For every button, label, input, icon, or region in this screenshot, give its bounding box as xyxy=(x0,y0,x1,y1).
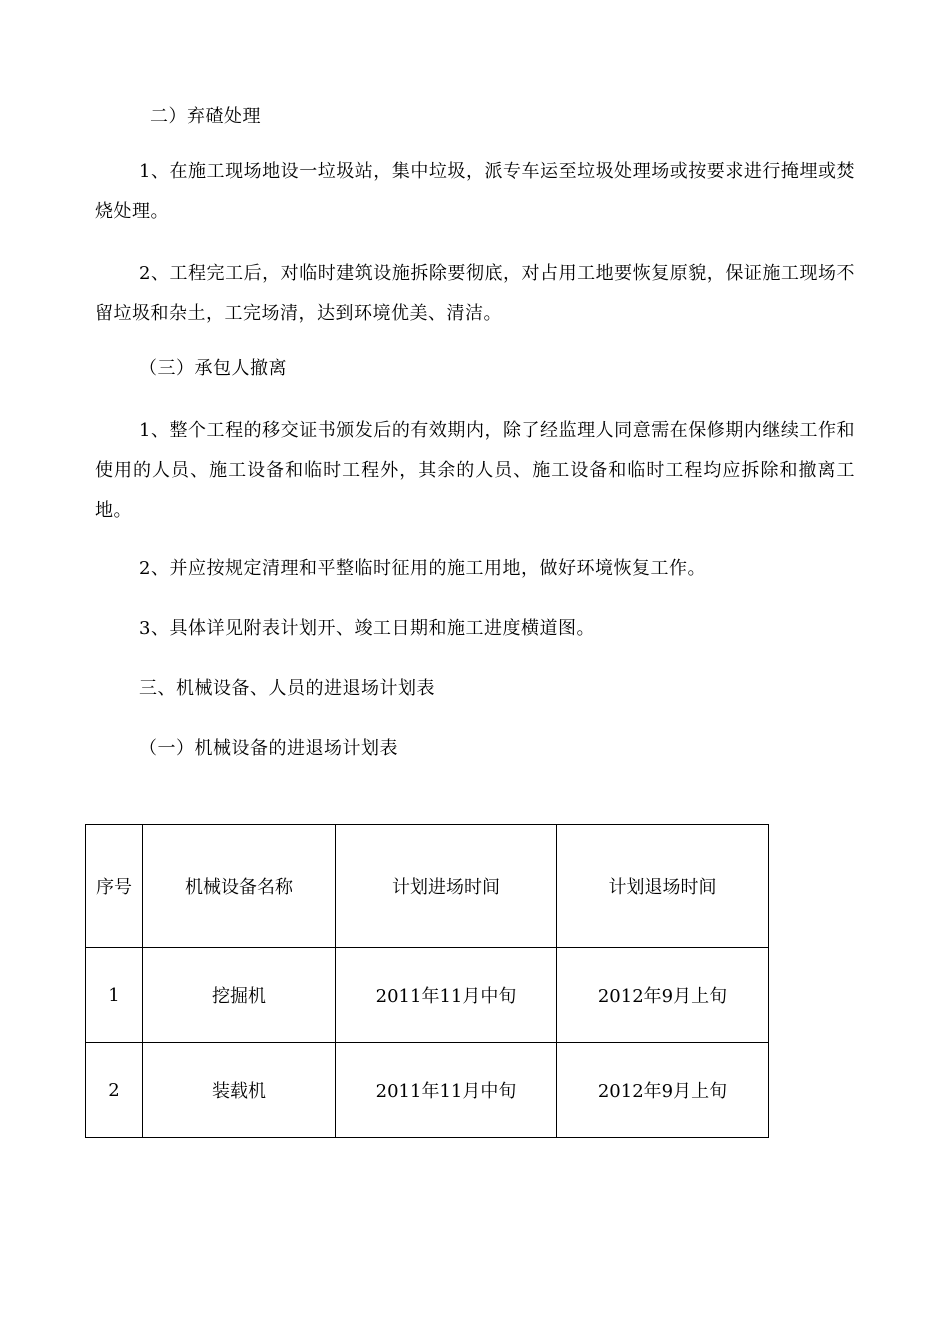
cell-exit-time: 2012年9月上旬 xyxy=(557,948,769,1043)
section-heading-contractor-withdrawal: （三）承包人撤离 xyxy=(139,358,287,379)
cell-entry-time: 2011年11月中旬 xyxy=(336,948,557,1043)
paragraph-withdrawal-1: 1、整个工程的移交证书颁发后的有效期内，除了经监理人同意需在保修期内继续工作和使用的人员、施工设备和临时工程外，其余的人员、施工设备和临时工程均应拆除和撤离工地。 xyxy=(95,420,855,521)
cell-entry-time: 2011年11月中旬 xyxy=(336,1043,557,1138)
header-index: 序号 xyxy=(86,825,143,948)
cell-exit-time: 2012年9月上旬 xyxy=(557,1043,769,1138)
cell-index: 2 xyxy=(86,1043,143,1138)
paragraph-withdrawal-3: 3、具体详见附表计划开、竣工日期和施工进度横道图。 xyxy=(139,618,595,639)
cell-index: 1 xyxy=(86,948,143,1043)
equipment-schedule-table xyxy=(85,824,769,1138)
header-equipment-name: 机械设备名称 xyxy=(143,825,336,948)
paragraph-withdrawal-2: 2、并应按规定清理和平整临时征用的施工用地，做好环境恢复工作。 xyxy=(139,558,706,579)
cell-equipment-name: 装载机 xyxy=(143,1043,336,1138)
table-header-row xyxy=(86,825,769,948)
subheading-equipment-schedule: （一）机械设备的进退场计划表 xyxy=(139,738,398,759)
header-entry-time: 计划进场时间 xyxy=(336,825,557,948)
header-exit-time: 计划退场时间 xyxy=(557,825,769,948)
paragraph-waste-2: 2、工程完工后，对临时建筑设施拆除要彻底，对占用工地要恢复原貌，保证施工现场不留垃圾和杂土，工完场清，达到环境优美、清洁。 xyxy=(95,263,855,324)
table-row xyxy=(86,948,769,1043)
paragraph-waste-1: 1、在施工现场地设一垃圾站，集中垃圾，派专车运至垃圾处理场或按要求进行掩埋或焚烧处理。 xyxy=(95,161,855,222)
chapter-heading-equipment-personnel: 三、机械设备、人员的进退场计划表 xyxy=(139,678,435,699)
section-heading-waste: 二）弃碴处理 xyxy=(150,106,261,127)
cell-equipment-name: 挖掘机 xyxy=(143,948,336,1043)
table-row xyxy=(86,1043,769,1138)
